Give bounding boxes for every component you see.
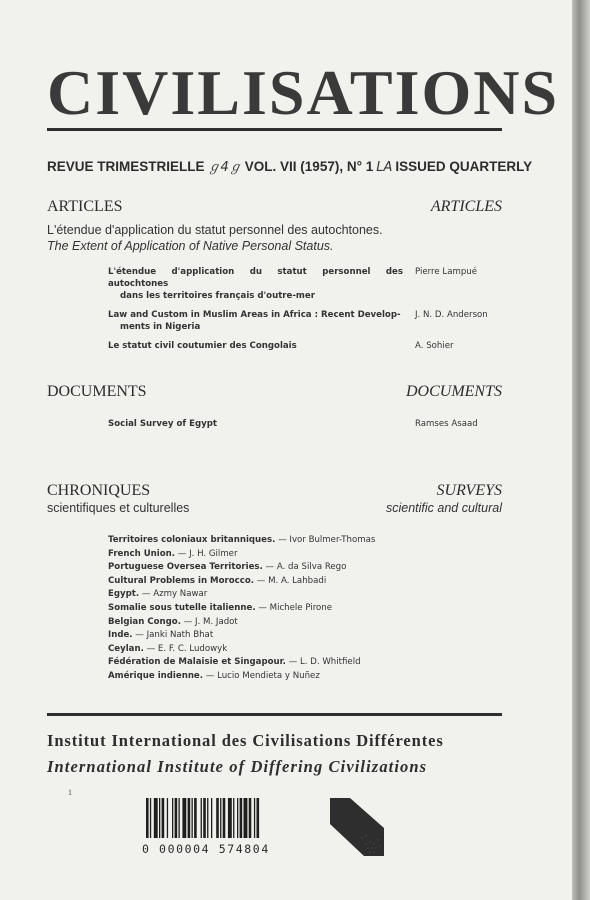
survey-title: Somalie sous tutelle italienne. — [108, 602, 256, 613]
survey-title: Territoires coloniaux britanniques. — [108, 535, 276, 545]
institute-name-fr: Institut International des Civilisations Différentes — [47, 731, 444, 750]
survey-author: — Ivor Bulmer-Thomas — [278, 535, 376, 545]
survey-title: Portuguese Oversea Territories. — [108, 562, 263, 573]
survey-entry — [108, 629, 408, 643]
documents-list — [108, 418, 503, 437]
survey-entry — [108, 575, 408, 589]
article-title: Law and Custom in Muslim Areas in Africa : Recent Develop- — [108, 310, 401, 320]
issue-frequency-fr: REVUE TRIMESTRIELLE — [47, 159, 205, 174]
bottom-divider — [47, 713, 502, 716]
article-author: J. N. D. Anderson — [415, 310, 488, 320]
survey-entry — [108, 534, 408, 548]
articles-intro-fr: L'étendue d'application du statut personnel des autochtones. — [47, 223, 383, 237]
institute-name-en: International Institute of Differing Civilizations — [47, 757, 428, 776]
barcode — [142, 798, 322, 844]
survey-entry — [108, 656, 408, 670]
survey-entry — [108, 548, 408, 562]
chroniques-heading — [47, 482, 502, 500]
survey-entry — [108, 602, 408, 616]
top-divider — [47, 128, 502, 131]
articles-intro-en: The Extent of Application of Native Personal Status. — [47, 239, 334, 253]
chroniques-sub-en: scientific and cultural — [385, 501, 502, 515]
article-entry — [108, 266, 503, 302]
articles-heading-fr: ARTICLES — [47, 198, 123, 215]
article-entry — [108, 309, 503, 333]
survey-title: Egypt. — [108, 589, 140, 600]
article-author: A. Sohier — [415, 341, 454, 351]
articles-list — [108, 266, 503, 359]
survey-entry — [108, 616, 408, 630]
survey-title: Ceylan. — [108, 643, 144, 654]
survey-author: — A. da Silva Rego — [265, 562, 347, 573]
survey-title: Cultural Problems in Morocco. — [108, 575, 255, 586]
issue-line — [47, 156, 533, 175]
survey-author: — Lucio Mendieta y Nuñez — [205, 670, 320, 681]
surveys-list — [108, 534, 408, 684]
article-entry — [108, 340, 503, 352]
document-author: Ramses Asaad — [415, 419, 478, 429]
survey-author: — J. M. Jadot — [183, 616, 238, 627]
article-title: Le statut civil coutumier des Congolais — [108, 341, 297, 351]
chroniques-heading-fr: CHRONIQUES — [47, 482, 151, 499]
survey-author: — Azmy Nawar — [141, 589, 208, 600]
survey-title: French Union. — [108, 548, 176, 559]
survey-author: — M. A. Lahbadi — [256, 575, 327, 586]
article-title-cont: ments in Nigeria — [120, 322, 201, 332]
documents-heading-en: DOCUMENTS — [405, 383, 502, 400]
document-entry — [108, 418, 503, 430]
article-title: L'étendue d'application du statut personnel des autochtones — [108, 267, 403, 289]
barcode-number: 0 000004 574804 — [142, 842, 270, 856]
chroniques-subheading — [47, 501, 502, 515]
survey-entry — [108, 561, 408, 575]
scan-edge — [572, 0, 590, 900]
publisher-logo-icon — [330, 798, 384, 856]
documents-heading — [47, 383, 502, 401]
handwritten-note-2: LA — [376, 160, 393, 175]
article-author: Pierre Lampué — [415, 267, 478, 277]
document-title: Social Survey of Egypt — [108, 419, 217, 429]
handwritten-note: ℊ4ℊ — [207, 160, 242, 175]
survey-entry — [108, 670, 408, 684]
survey-author: — E. F. C. Ludowyk — [146, 643, 228, 654]
issue-frequency-en: ISSUED QUARTERLY — [395, 159, 533, 174]
documents-heading-fr: DOCUMENTS — [47, 383, 147, 400]
survey-title: Amérique indienne. — [108, 670, 204, 681]
survey-author: — Janki Nath Bhat — [135, 630, 214, 641]
survey-entry — [108, 588, 408, 602]
article-title-cont: dans les territoires français d'outre-mer — [120, 291, 315, 301]
chroniques-sub-fr: scientifiques et culturelles — [47, 501, 190, 515]
articles-intro — [47, 222, 477, 254]
journal-title: CIVILISATIONS — [47, 57, 560, 128]
chroniques-heading-en: SURVEYS — [436, 482, 502, 499]
articles-heading-en: ARTICLES — [430, 198, 502, 215]
survey-author: — J. H. Gilmer — [177, 548, 238, 559]
survey-title: Belgian Congo. — [108, 616, 181, 627]
survey-entry — [108, 643, 408, 657]
issue-volume: VOL. VII (1957), N° 1 — [244, 159, 374, 174]
survey-author: — L. D. Whitfield — [288, 657, 361, 668]
survey-title: Fédération de Malaisie et Singapour. — [108, 657, 286, 668]
page-mark: 1 — [68, 788, 72, 797]
survey-author: — Michele Pirone — [258, 602, 333, 613]
survey-title: Inde. — [108, 630, 133, 641]
articles-heading — [47, 198, 502, 216]
